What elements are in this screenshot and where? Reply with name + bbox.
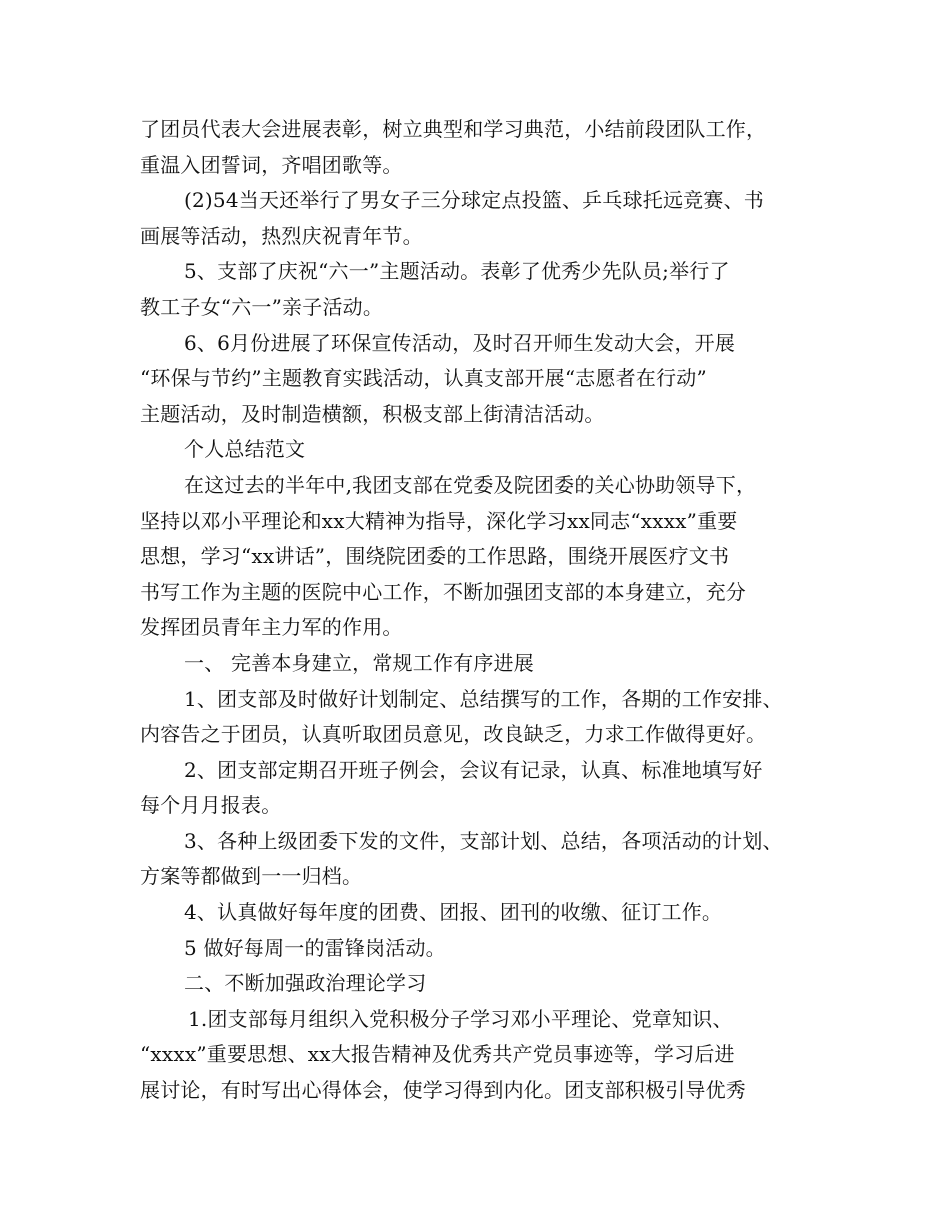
text-line: 思想，学习“xx讲话”，围绕院团委的工作思路，围绕开展医疗文书 <box>140 544 730 569</box>
text-line: “xxxx”重要思想、xx大报告精神及优秀共产党员事迹等，学习后进 <box>140 1042 735 1067</box>
text-line: 重温入团誓词，齐唱团歌等。 <box>140 152 403 177</box>
text-line: 方案等都做到一一归档。 <box>140 864 363 889</box>
text-line: 4、认真做好每年度的团费、团报、团刊的收缴、征订工作。 <box>184 900 723 925</box>
text-line: 发挥团员青年主力军的作用。 <box>140 615 403 640</box>
text-line: (2)54当天还举行了男女子三分球定点投篮、乒乓球托远竞赛、书 <box>184 188 764 213</box>
text-line: 2、团支部定期召开班子例会，会议有记录，认真、标准地填写好 <box>184 757 763 782</box>
text-line: 每个月月报表。 <box>140 793 282 818</box>
text-line: 画展等活动，热烈庆祝青年节。 <box>140 223 423 248</box>
section-heading: 一、 完善本身建立，常规工作有序进展 <box>184 650 534 675</box>
text-line: 书写工作为主题的医院中心工作，不断加强团支部的本身建立，充分 <box>140 579 746 604</box>
text-line: 5 做好每周一的雷锋岗活动。 <box>184 935 446 960</box>
text-line: “环保与节约”主题教育实践活动，认真支部开展“志愿者在行动” <box>140 366 707 391</box>
section-heading: 二、不断加强政治理论学习 <box>184 971 427 996</box>
text-line: 在这过去的半年中,我团支部在党委及院团委的关心协助领导下， <box>184 472 757 497</box>
text-line: 展讨论，有时写出心得体会，使学习得到内化。团支部积极引导优秀 <box>140 1078 746 1103</box>
text-line: 1、团支部及时做好计划制定、总结撰写的工作，各期的工作安排、 <box>184 686 783 711</box>
text-line: 1.团支部每月组织入党积极分子学习邓小平理论、党章知识、 <box>188 1006 733 1031</box>
text-line: 坚持以邓小平理论和xx大精神为指导，深化学习xx同志“xxxx”重要 <box>140 508 738 533</box>
text-line: 6、6月份进展了环保宣传活动，及时召开师生发动大会，开展 <box>184 330 736 355</box>
text-line: 内容告之于团员，认真听取团员意见，改良缺乏，力求工作做得更好。 <box>140 722 767 747</box>
document-body <box>140 112 830 1109</box>
text-line: 教工子女“六一”亲子活动。 <box>140 294 384 319</box>
text-line: 了团员代表大会进展表彰，树立典型和学习典范，小结前段团队工作， <box>140 117 767 141</box>
text-line: 3、各种上级团委下发的文件，支部计划、总结，各项活动的计划、 <box>184 828 783 853</box>
section-heading: 个人总结范文 <box>184 437 306 462</box>
text-line: 主题活动，及时制造横额，积极支部上街清洁活动。 <box>140 401 605 426</box>
text-line: 5、支部了庆祝“六一”主题活动。表彰了优秀少先队员;举行了 <box>184 259 730 284</box>
